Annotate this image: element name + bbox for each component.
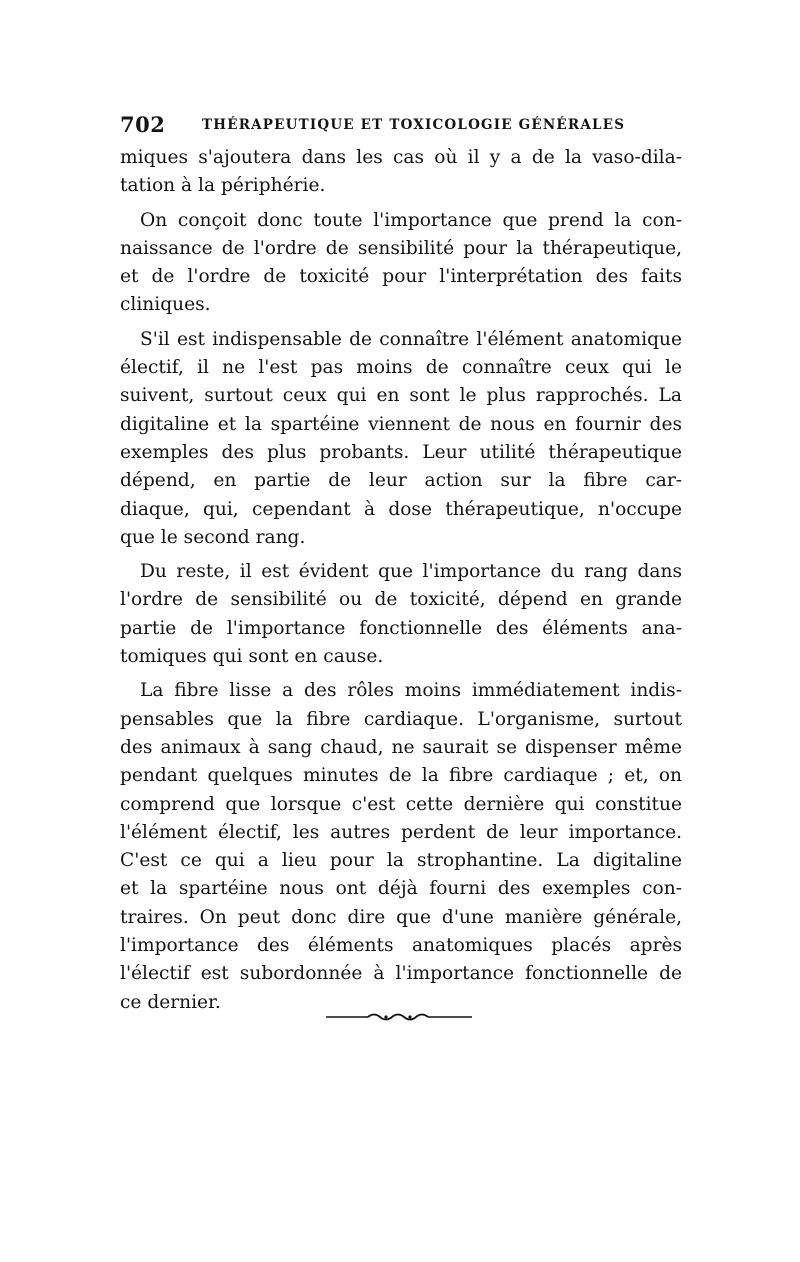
body-text [120,144,682,1017]
text-line: et de l'ordre de toxicité pour l'interprétation des faits [120,266,682,288]
text-line: C'est ce qui a lieu pour la strophantine. La digitaline [120,850,682,872]
text-line: La fibre lisse a des rôles moins immédiatement indis- [140,680,682,702]
text-line: partie de l'importance fonctionnelle des éléments ana- [120,617,682,639]
text-line: exemples des plus probants. Leur utilité thérapeutique [120,441,682,463]
text-line: l'ordre de sensibilité ou de toxicité, dépend en grande [120,589,682,611]
text-line: suivent, surtout ceux qui en sont le plus rapprochés. La [120,385,682,407]
book-page [120,108,682,1023]
page-number: 702 [120,112,166,137]
text-line: l'électif est subordonnée à l'importance fonctionnelle de [120,963,682,985]
text-line: digitaline et la spartéine viennent de nous en fournir des [120,413,682,435]
text-line: S'il est indispensable de connaître l'élément anatomique [140,328,682,350]
running-title: THÉRAPEUTIQUE ET TOXICOLOGIE GÉNÉRALES [202,117,626,133]
paragraph-3 [120,326,682,552]
paragraph-5 [120,677,682,1017]
running-head [120,108,682,142]
text-line: tation à la périphérie. [120,175,326,197]
text-line: dépend, en partie de leur action sur la fibre car- [120,470,682,492]
text-line: pendant quelques minutes de la fibre cardiaque ; et, on [120,765,682,787]
text-line: des animaux à sang chaud, ne saurait se dispenser même [120,736,682,758]
paragraph-2 [120,207,682,320]
text-line: On conçoit donc toute l'importance que prend la con- [140,209,682,231]
text-line: naissance de l'ordre de sensibilité pour la thérapeutique, [120,237,682,259]
text-line: Du reste, il est évident que l'importance du rang dans [140,561,682,583]
text-line: traires. On peut donc dire que d'une manière générale, [120,906,682,928]
text-line: diaque, qui, cependant à dose thérapeutique, n'occupe [120,498,682,520]
text-line: que le second rang. [120,526,306,548]
text-line: l'importance des éléments anatomiques placés après [120,935,682,957]
paragraph-4 [120,558,682,671]
text-line: et la spartéine nous ont déjà fourni des exemples con- [120,878,682,900]
text-line: électif, il ne l'est pas moins de connaître ceux qui le [120,357,682,379]
text-line: pensables que la fibre cardiaque. L'organisme, surtout [120,708,682,730]
text-line: comprend que lorsque c'est cette dernière qui constitue [120,793,682,815]
text-line: miques s'ajoutera dans les cas où il y a de la vaso-dila- [120,147,682,168]
ornament-divider [326,1010,472,1024]
text-line: cliniques. [120,294,211,316]
paragraph-1 [120,144,682,201]
text-line: l'élément électif, les autres perdent de leur importance. [120,821,682,843]
text-line: ce dernier. [120,991,221,1013]
text-line: tomiques qui sont en cause. [120,646,384,668]
